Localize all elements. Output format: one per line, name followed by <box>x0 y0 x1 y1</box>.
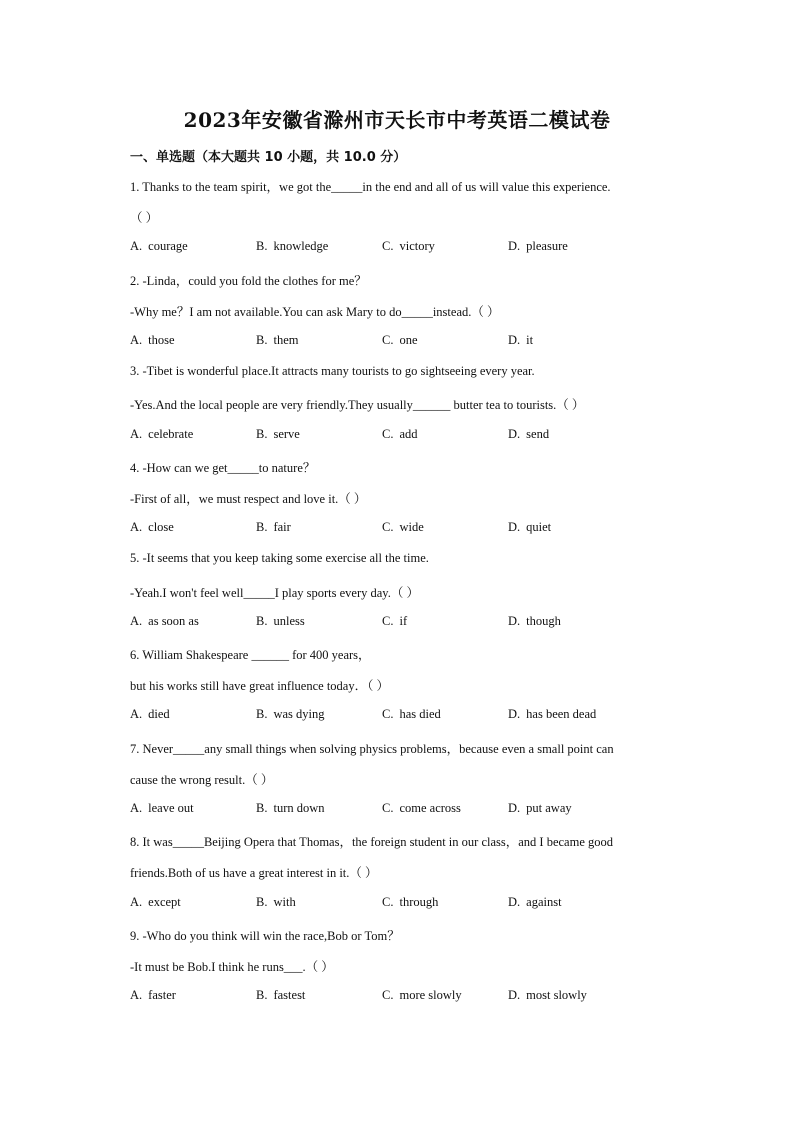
option-letter: D. <box>508 333 521 347</box>
option-b[interactable] <box>256 801 325 816</box>
option-a[interactable] <box>130 988 176 1003</box>
question-6-line-1: 6. William Shakespeare ______ for 400 years， <box>130 648 371 662</box>
question-7-options <box>130 801 690 821</box>
option-letter: A. <box>130 801 143 815</box>
option-c[interactable] <box>382 614 407 629</box>
option-text: though <box>526 613 561 628</box>
option-a[interactable] <box>130 333 175 348</box>
option-letter: B. <box>256 333 268 347</box>
option-a[interactable] <box>130 614 199 629</box>
question-6-line-2: but his works still have great influence today．（ ） <box>130 679 389 694</box>
question-1-line-2: （ ） <box>130 211 159 226</box>
option-letter: A. <box>130 894 143 909</box>
option-letter: C. <box>382 988 394 1003</box>
option-text: add <box>399 426 418 441</box>
option-text: fair <box>273 520 291 535</box>
section-heading: 一、单选题（本大题共 10 小题，共 10.0 分） <box>130 150 407 165</box>
option-letter: B. <box>256 988 268 1003</box>
option-text: unless <box>273 613 305 628</box>
option-c[interactable] <box>382 239 435 254</box>
option-letter: B. <box>256 426 268 441</box>
option-b[interactable] <box>256 520 291 535</box>
option-letter: D. <box>508 520 521 535</box>
option-letter: D. <box>508 894 521 909</box>
option-c[interactable] <box>382 988 462 1003</box>
option-a[interactable] <box>130 707 170 722</box>
question-4-options <box>130 520 690 540</box>
option-c[interactable] <box>382 707 441 722</box>
option-letter: C. <box>382 707 394 722</box>
option-c[interactable] <box>382 427 418 442</box>
option-b[interactable] <box>256 988 305 1003</box>
option-letter: C. <box>382 426 394 441</box>
option-text: victory <box>399 239 435 254</box>
option-c[interactable] <box>382 333 418 348</box>
option-text: close <box>148 520 174 535</box>
question-2-line-1: 2. -Linda，could you fold the clothes for me？ <box>130 273 367 288</box>
option-letter: B. <box>256 801 268 815</box>
question-2-line-2: -Why me？I am not available.You can ask Mary to do_____instead.（ ） <box>130 304 500 319</box>
question-8-line-1: 8. It was_____Beijing Opera that Thomas，the foreign student in our class，and I became good <box>130 835 613 850</box>
option-letter: D. <box>508 426 521 441</box>
option-text: faster <box>148 988 176 1003</box>
option-text: with <box>273 894 296 909</box>
question-8-options <box>130 895 690 915</box>
option-text: if <box>399 613 408 628</box>
question-4-line-1: 4. -How can we get_____to nature？ <box>130 460 316 475</box>
option-a[interactable] <box>130 895 181 910</box>
question-3-line-2: -Yes.And the local people are very friendly.They usually______ butter tea to tourists.（ ） <box>130 398 585 413</box>
option-d[interactable] <box>508 239 568 254</box>
option-letter: B. <box>256 520 268 535</box>
option-text: them <box>273 333 299 347</box>
option-d[interactable] <box>508 895 562 910</box>
option-text: send <box>526 426 550 441</box>
question-8-line-2: friends.Both of us have a great interest in it.（ ） <box>130 866 378 881</box>
option-letter: D. <box>508 988 521 1003</box>
option-letter: D. <box>508 613 521 628</box>
question-1-options <box>130 239 690 259</box>
option-d[interactable] <box>508 520 551 535</box>
option-letter: A. <box>130 707 143 722</box>
option-d[interactable] <box>508 988 587 1003</box>
option-letter: C. <box>382 801 394 815</box>
option-text: as soon as <box>148 613 199 628</box>
option-letter: B. <box>256 613 268 628</box>
option-letter: D. <box>508 801 521 815</box>
question-2-options <box>130 333 690 353</box>
option-letter: A. <box>130 333 143 347</box>
option-text: was dying <box>273 707 325 722</box>
option-text: through <box>399 894 439 909</box>
option-text: serve <box>273 426 300 441</box>
option-letter: C. <box>382 239 394 254</box>
page-title: 2023年安徽省滁州市天长市中考英语二模试卷 <box>183 108 611 132</box>
option-b[interactable] <box>256 707 325 722</box>
question-5-line-1: 5. -It seems that you keep taking some exercise all the time. <box>130 551 429 566</box>
option-a[interactable] <box>130 520 174 535</box>
option-letter: C. <box>382 520 394 535</box>
question-9-line-2: -It must be Bob.I think he runs___.（ ） <box>130 960 334 974</box>
question-9-options <box>130 988 690 1008</box>
option-text: against <box>526 894 562 909</box>
option-d[interactable] <box>508 427 549 442</box>
option-letter: B. <box>256 239 268 254</box>
option-letter: A. <box>130 239 143 254</box>
option-text: those <box>148 333 175 347</box>
option-a[interactable] <box>130 801 194 816</box>
question-3-options <box>130 427 690 447</box>
option-text: fastest <box>273 988 306 1003</box>
option-text: courage <box>148 239 188 254</box>
option-text: knowledge <box>273 239 329 254</box>
question-5-options <box>130 614 690 634</box>
option-d[interactable] <box>508 801 572 816</box>
option-text: leave out <box>148 801 194 815</box>
option-text: more slowly <box>399 988 462 1003</box>
option-b[interactable] <box>256 333 298 348</box>
option-text: most slowly <box>526 988 587 1003</box>
option-text: died <box>148 707 170 722</box>
option-letter: B. <box>256 707 268 722</box>
option-text: wide <box>399 520 424 535</box>
option-d[interactable] <box>508 614 561 629</box>
option-c[interactable] <box>382 801 461 816</box>
option-text: celebrate <box>148 426 194 441</box>
option-text: has been dead <box>526 707 597 722</box>
question-7-line-1: 7. Never_____any small things when solving physics problems，because even a small point can <box>130 741 614 756</box>
option-text: turn down <box>273 801 325 815</box>
option-a[interactable] <box>130 239 188 254</box>
option-text: has died <box>399 707 441 722</box>
option-letter: D. <box>508 707 521 722</box>
option-b[interactable] <box>256 614 305 629</box>
question-4-line-2: -First of all，we must respect and love it.（ ） <box>130 492 367 506</box>
option-text: one <box>399 333 418 347</box>
option-text: come across <box>399 801 461 815</box>
option-c[interactable] <box>382 895 438 910</box>
option-letter: C. <box>382 894 394 909</box>
option-letter: A. <box>130 988 143 1003</box>
option-b[interactable] <box>256 239 328 254</box>
option-b[interactable] <box>256 427 300 442</box>
question-3-line-1: 3. -Tibet is wonderful place.It attracts many tourists to go sightseeing every year. <box>130 364 535 379</box>
option-b[interactable] <box>256 895 296 910</box>
question-9-line-1: 9. -Who do you think will win the race,Bob or Tom？ <box>130 928 400 943</box>
question-5-line-2: -Yeah.I won't feel well_____I play sports every day.（ ） <box>130 585 419 600</box>
option-letter: A. <box>130 613 143 628</box>
option-c[interactable] <box>382 520 424 535</box>
option-text: quiet <box>526 520 552 535</box>
option-text: pleasure <box>526 239 568 254</box>
question-6-options <box>130 707 690 727</box>
option-letter: A. <box>130 520 143 535</box>
option-text: except <box>148 894 181 909</box>
question-1-line-1: 1. Thanks to the team spirit，we got the_____in the end and all of us will value this experience. <box>130 180 611 194</box>
question-7-line-2: cause the wrong result.（ ） <box>130 772 274 787</box>
option-letter: C. <box>382 333 394 347</box>
option-a[interactable] <box>130 427 193 442</box>
option-text: it <box>526 333 534 347</box>
option-d[interactable] <box>508 707 596 722</box>
option-d[interactable] <box>508 333 533 348</box>
option-letter: C. <box>382 613 394 628</box>
option-letter: D. <box>508 239 521 254</box>
option-letter: B. <box>256 894 268 909</box>
option-text: put away <box>526 801 572 815</box>
option-letter: A. <box>130 426 143 441</box>
